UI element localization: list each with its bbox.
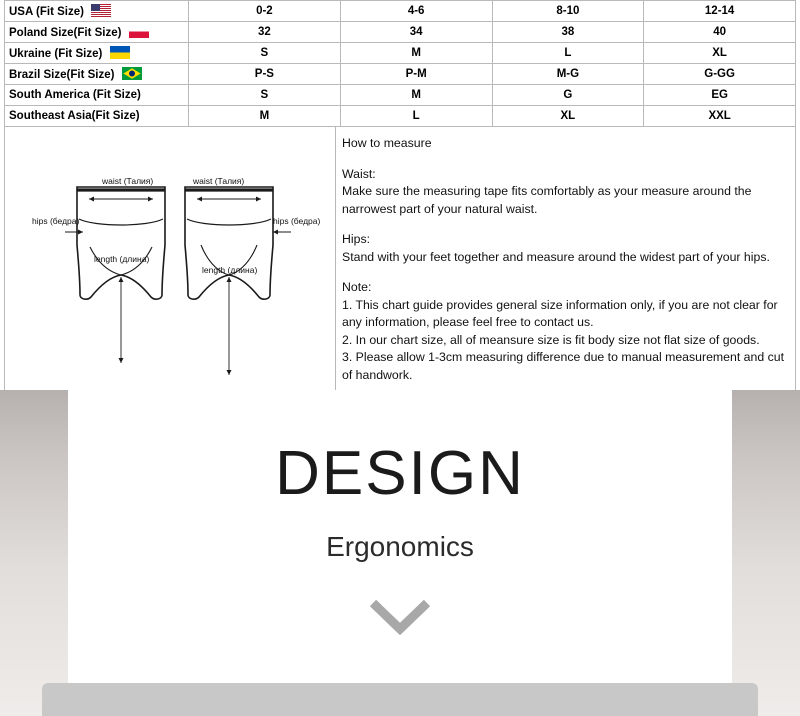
flag-ukraine-icon xyxy=(110,46,130,59)
waist-text: Make sure the measuring tape fits comfortably as your measure around the narrowest part of your natural waist. xyxy=(342,184,752,216)
row-label: Poland Size(Fit Size) xyxy=(9,27,122,39)
label-length-right: length (длина) xyxy=(202,265,258,275)
chevron-down-icon xyxy=(68,599,732,640)
size-value: S xyxy=(189,43,341,64)
size-value: 40 xyxy=(644,22,796,43)
note-heading: Note: xyxy=(342,280,372,294)
size-value: 38 xyxy=(492,22,644,43)
size-value: M xyxy=(340,85,492,106)
note-item-2: 2. In our chart size, all of meansure size is fit body size not flat size of goods. xyxy=(342,332,760,347)
label-waist-right: waist (Талия) xyxy=(193,176,245,186)
how-to-measure-text xyxy=(336,127,795,401)
design-title: DESIGN xyxy=(275,439,525,508)
size-value: XXL xyxy=(644,106,796,127)
flag-brazil-icon xyxy=(122,67,142,80)
band-left-gradient xyxy=(0,390,68,716)
size-value: L xyxy=(492,43,644,64)
size-value: 8-10 xyxy=(492,1,644,22)
table-row xyxy=(5,64,796,85)
size-value: G-GG xyxy=(644,64,796,85)
hips-heading: Hips: xyxy=(342,232,371,246)
size-value: P-S xyxy=(189,64,341,85)
row-label: Ukraine (Fit Size) xyxy=(9,48,103,60)
note-item-1: 1. This chart guide provides general size information only, if you are not clear for any information, please feel free to contact us. xyxy=(342,297,778,329)
size-chart-section xyxy=(0,0,800,127)
label-length-left: length (длина) xyxy=(94,254,150,264)
row-label-cell xyxy=(5,43,189,64)
label-waist-left: waist (Талия) xyxy=(102,176,154,186)
size-value: L xyxy=(340,106,492,127)
design-content xyxy=(68,390,732,716)
size-value: G xyxy=(492,85,644,106)
label-hips-left: hips (бедра) xyxy=(32,216,80,226)
label-hips-right: hips (бедра) xyxy=(273,216,321,226)
size-value: 4-6 xyxy=(340,1,492,22)
design-section xyxy=(0,390,800,716)
size-value: 32 xyxy=(189,22,341,43)
table-row xyxy=(5,106,796,127)
note-item-3: 3. Please allow 1-3cm measuring difference due to manual measurement and cut of handwork. xyxy=(342,350,785,382)
size-value: S xyxy=(189,85,341,106)
size-value: M-G xyxy=(492,64,644,85)
bottom-placeholder-bar xyxy=(42,683,758,716)
size-value: 12-14 xyxy=(644,1,796,22)
size-value: EG xyxy=(644,85,796,106)
row-label: Brazil Size(Fit Size) xyxy=(9,69,115,81)
row-label-cell xyxy=(5,106,189,127)
band-right-gradient xyxy=(732,390,800,716)
row-label-cell xyxy=(5,22,189,43)
size-value: 0-2 xyxy=(189,1,341,22)
size-value: M xyxy=(189,106,341,127)
row-label-cell xyxy=(5,64,189,85)
measurement-diagram xyxy=(5,127,336,401)
hips-text: Stand with your feet together and measure around the widest part of your hips. xyxy=(342,249,770,264)
row-label: South America (Fit Size) xyxy=(9,89,141,101)
flag-poland-icon xyxy=(129,25,149,38)
waist-heading: Waist: xyxy=(342,166,376,181)
row-label-cell xyxy=(5,1,189,22)
size-value: M xyxy=(340,43,492,64)
table-row xyxy=(5,22,796,43)
size-value: 34 xyxy=(340,22,492,43)
row-label-cell xyxy=(5,85,189,106)
flag-usa-icon xyxy=(91,4,111,17)
size-value: P-M xyxy=(340,64,492,85)
panty-measure-illustration xyxy=(5,127,336,400)
size-value: XL xyxy=(644,43,796,64)
table-row xyxy=(5,43,796,64)
table-row xyxy=(5,1,796,22)
row-label: Southeast Asia(Fit Size) xyxy=(9,110,140,122)
size-value: XL xyxy=(492,106,644,127)
table-row xyxy=(5,85,796,106)
measurement-panel xyxy=(4,127,796,402)
design-subtitle: Ergonomics xyxy=(326,531,474,562)
row-label: USA (Fit Size) xyxy=(9,6,84,18)
size-chart-table xyxy=(4,0,796,127)
howto-title: How to measure xyxy=(342,136,432,150)
